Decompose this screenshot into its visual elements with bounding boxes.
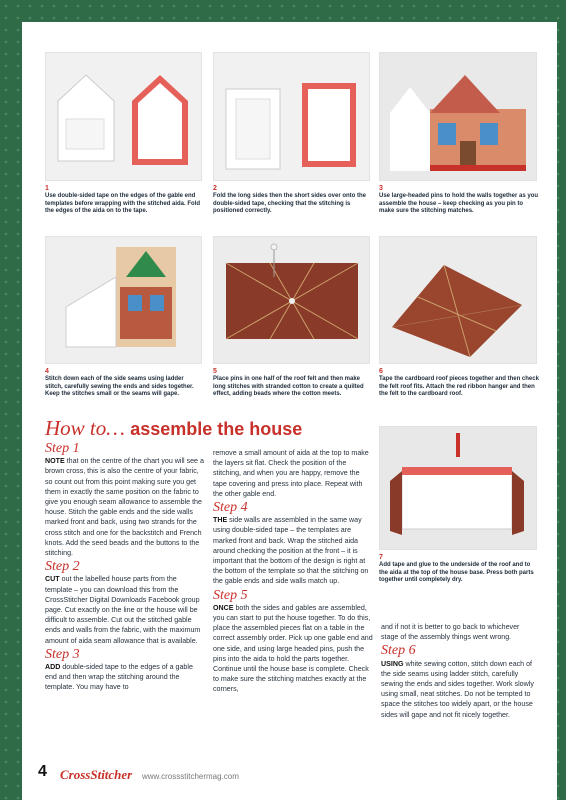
photo-step-7 [379, 426, 537, 550]
caption-4 [45, 368, 203, 398]
step-body: ADD double-sided tape to the edges of a gable end and then wrap the stitching around the template. You may have to [45, 663, 193, 692]
heading-main: assemble the house [130, 419, 303, 439]
text-column-1 [45, 440, 205, 693]
caption-3 [379, 185, 539, 215]
photo-step-6 [379, 236, 537, 364]
watermark: PassionForum.ru [462, 773, 539, 784]
step-title: Step 1 [45, 441, 80, 456]
heading-prefix: How to… [45, 416, 125, 440]
caption-5 [213, 368, 373, 398]
caption-number: 3 [379, 185, 383, 192]
seam-stitching-illustration [46, 237, 201, 363]
caption-text: Add tape and glue to the underside of the roof and to the aida at the top of the house base. Press both parts together until completely dry. [379, 562, 534, 583]
caption-number: 1 [45, 185, 49, 192]
step-body: USING white sewing cotton, stitch down each of the side seams using ladder stitch, carefully sewing the ends and sides together. Work slowly using small, neat stitches. Do not be tempted to space the stitches too widely apart, or the house sides will gape and not fit nicely together. [381, 659, 534, 719]
text-column-2 [213, 448, 373, 695]
step-body-continued: and if not it is better to go back to whichever stage of the assembly things went wrong. [381, 623, 520, 642]
photo-step-4 [45, 236, 202, 364]
text-column-3 [381, 622, 537, 720]
stitched-house-illustration [380, 53, 536, 180]
section-heading [45, 416, 302, 441]
step-title: Step 6 [381, 643, 416, 659]
step-title: Step 4 [213, 500, 248, 516]
caption-number: 4 [45, 368, 49, 375]
photo-step-1 [45, 52, 202, 181]
magazine-logo: CrossStitcher [60, 767, 133, 782]
caption-number: 5 [213, 368, 217, 375]
quilted-roof-felt-illustration [214, 237, 369, 363]
caption-number: 2 [213, 185, 217, 192]
step-body-continued: remove a small amount of aida at the top to make the layers sit flat. Check the position of the stitching, and when you are happy, remove the tape covering and press into place. Repeat with the other gable end. [213, 449, 369, 498]
step-title: Step 3 [45, 646, 80, 662]
website-url: www.crossstitchermag.com [142, 772, 239, 781]
wall-templates-illustration [214, 53, 369, 180]
step-title: Step 5 [213, 587, 248, 603]
step-body: THE side walls are assembled in the same way using double-sided tape – the templates are marked front and back. Wrap the stitched aida around checking the position at the front – it is important that the bottom of the design is right at the bottom of the template so that the stitching on the gable ends and side walls match up. [213, 516, 369, 586]
caption-text: Use large-headed pins to hold the walls together as you assemble the house – keep checking as you pin to make sure the stitching matches. [379, 193, 539, 214]
photo-step-2 [213, 52, 370, 181]
caption-text: Stitch down each of the side seams using ladder stitch, carefully sewing the ends and sides together. Keep the stitches small or the seams will gape. [45, 376, 194, 397]
caption-text: Place pins in one half of the roof felt and then make long stitches with stranded cotton to create a quilted effect, adding beads where the cotton meets. [213, 376, 364, 397]
step-title: Step 2 [45, 559, 80, 575]
caption-6 [379, 368, 541, 398]
caption-number: 7 [379, 554, 383, 561]
roof-base-assembly-illustration [380, 427, 536, 549]
caption-text: Use double-sided tape on the edges of the gable end templates before wrapping with the stitched aida. Fold the edges of the aida on to the tape. [45, 193, 201, 214]
caption-text: Fold the long sides then the short sides over onto the double-sided tape, checking that the stitching is positioned correctly. [213, 193, 367, 214]
folded-roof-illustration [380, 237, 536, 363]
page-number: 4 [38, 763, 47, 780]
caption-7 [379, 554, 539, 584]
step-body: ONCE both the sides and gables are assembled, you can start to put the house together. To do this, place the assembled pieces flat on a table in the correct assembly order. Pick up one gable end and one side, and using large headed pins, push the pins into the aida to hold the parts together. Continue until the house base is complete. Check to make sure the stitching matches exactly at the corners, [213, 603, 373, 694]
caption-text: Tape the cardboard roof pieces together and then check the felt roof fits. Attach the red ribbon hanger and then the felt to the cardboard roof. [379, 376, 539, 397]
photo-step-3 [379, 52, 537, 181]
step-body: CUT out the labelled house parts from the template – you can download this from the CrossStitcher Digital Downloads Facebook group page. Cut exactly on the line or the house will be difficult to assemble. Cut out the stitched gable ends and walls from the fabric, with the maximum amount of aida seam allowance that is available. [45, 575, 201, 645]
caption-2 [213, 185, 371, 215]
gable-templates-illustration [46, 53, 201, 180]
caption-1 [45, 185, 203, 215]
photo-step-5 [213, 236, 370, 364]
caption-number: 6 [379, 368, 383, 375]
step-body: NOTE that on the centre of the chart you will see a brown cross, this is also the centre of your fabric, so count out from this point making sure you get them in exactly the same position on the fabric to give you enough seam allowance to assemble the house. Stitch the gable ends and the side walls marked front and back, using two strands for the cross stitch and one for the backstitch and French knots. Add the seed beads and the buttons to the stitching. [45, 457, 204, 558]
